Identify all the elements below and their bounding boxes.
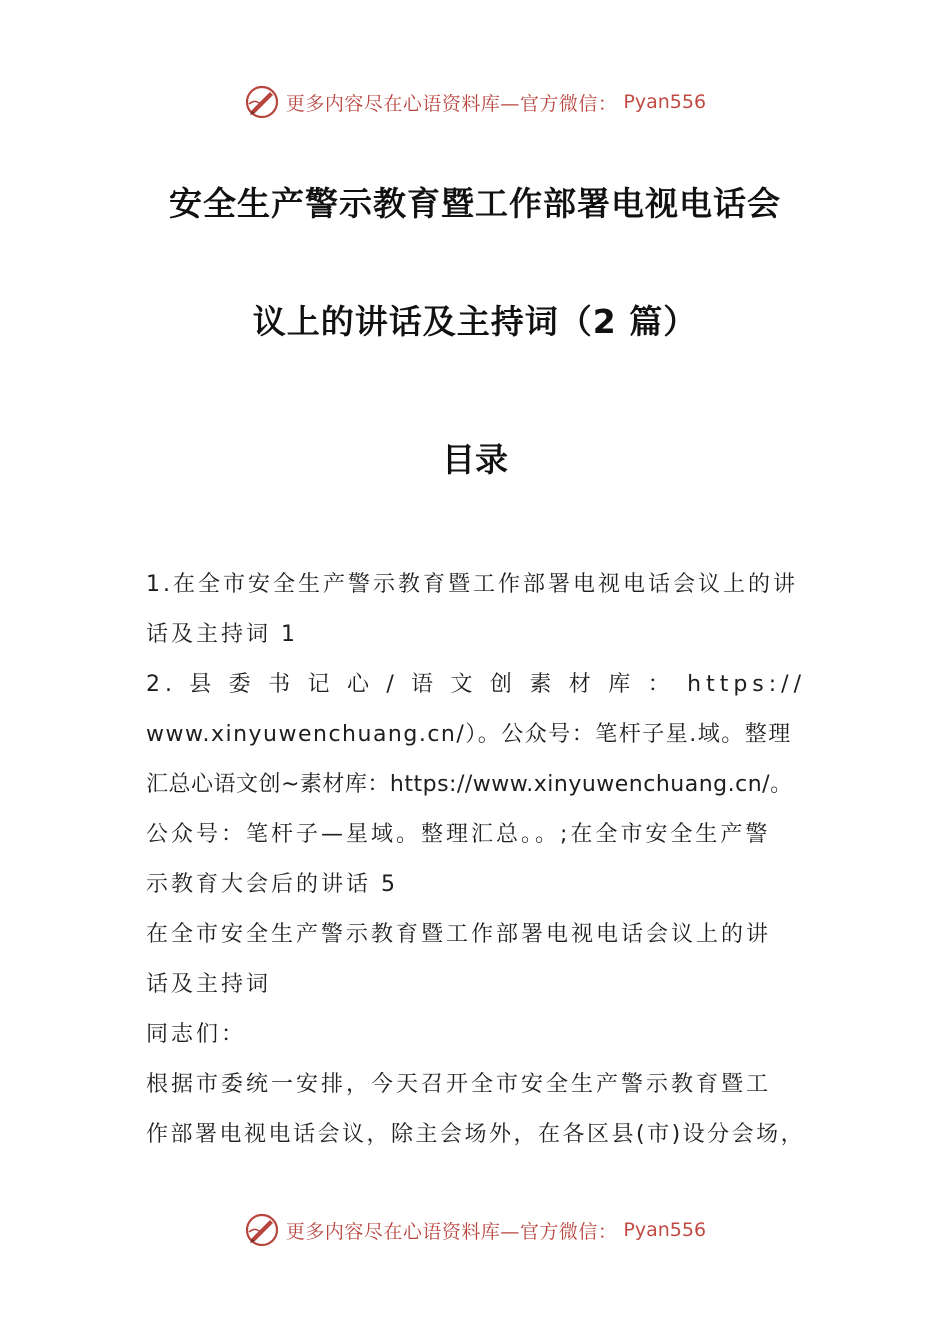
pen-logo-icon xyxy=(244,1212,280,1248)
section-title-line-1: 在全市安全生产警示教育暨工作部署电视电话会议上的讲 xyxy=(146,922,772,947)
header-banner xyxy=(0,82,950,122)
body-text xyxy=(146,560,806,1160)
toc-entry-2-line-1: 2. 县 委 书 记 心 / 语 文 创 素 材 库 ： https:// xyxy=(146,672,806,697)
footer-banner-content xyxy=(244,1212,706,1248)
paragraph-line-2: 作部署电视电话会议，除主会场外，在各区县(市)设分会场， xyxy=(146,1122,806,1147)
banner-wechat-id: Pyan556 xyxy=(623,91,707,113)
footer-banner-text: 更多内容尽在心语资料库—官方微信： xyxy=(285,1220,618,1243)
banner-content xyxy=(244,84,706,120)
toc-heading: 目录 xyxy=(442,440,508,479)
footer-banner-wechat-id: Pyan556 xyxy=(623,1219,707,1241)
toc-entry-2-line-3: 汇总心语文创~素材库：https://www.xinyuwenchuang.cn/。 xyxy=(146,772,793,797)
salutation: 同志们： xyxy=(146,1022,247,1047)
document-title-line-2: 议上的讲话及主持词（2 篇） xyxy=(252,302,698,341)
footer-banner xyxy=(0,1210,950,1250)
toc-entry-1-line-1: 1.在全市安全生产警示教育暨工作部署电视电话会议上的讲 xyxy=(146,572,798,597)
toc-entry-2-line-4: 公众号：笔杆子—星域。整理汇总。。;在全市安全生产警 xyxy=(146,822,771,847)
banner-text: 更多内容尽在心语资料库—官方微信： xyxy=(285,92,618,115)
pen-logo-icon xyxy=(244,84,280,120)
toc-entry-2-line-5: 示教育大会后的讲话 5 xyxy=(146,872,398,897)
paragraph-line-1: 根据市委统一安排，今天召开全市安全生产警示教育暨工 xyxy=(146,1072,772,1097)
section-title-line-2: 话及主持词 xyxy=(146,972,272,997)
toc-entry-1-line-2: 话及主持词 1 xyxy=(146,622,298,647)
document-title-line-1: 安全生产警示教育暨工作部署电视电话会 xyxy=(169,184,781,223)
toc-entry-2-line-2: www.xinyuwenchuang.cn/）。公众号：笔杆子星.域。整理 xyxy=(146,722,792,747)
